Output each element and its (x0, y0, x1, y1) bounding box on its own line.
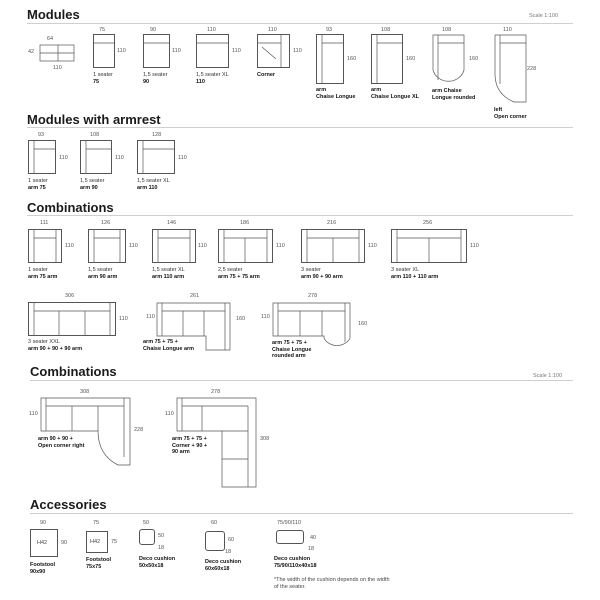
dim-depth: 228 (527, 66, 537, 72)
section-title-modules: Modules (27, 7, 80, 22)
combo-3-seater-xl (391, 229, 467, 263)
seat-lines (197, 35, 228, 67)
dim-width: 110 (268, 27, 277, 33)
module-caption: 1,5 seater XL arm 110 (137, 178, 170, 191)
footnote: *The width of the cushion depends on the width of the seater. (274, 577, 390, 590)
combo-3-seater (301, 229, 365, 263)
combo-caption: 3 seater XL arm 110 + 110 arm (391, 267, 439, 280)
section-title-modules-armrest: Modules with armrest (27, 112, 161, 127)
combo-caption: 3 seater arm 90 + 90 arm (301, 267, 343, 280)
dim-width: 93 (38, 132, 45, 138)
seat-lines (317, 35, 343, 83)
dim-depth: 40 (310, 535, 317, 541)
deco-cushion-50 (139, 529, 155, 545)
module-small-drawing (38, 43, 78, 65)
dim-depth: 110 (146, 314, 155, 320)
dim-depth: 110 (261, 314, 270, 320)
combo-caption: 1,5 seater arm 90 arm (88, 267, 118, 280)
seat-lines (144, 35, 169, 67)
dim-depth: 160 (347, 56, 357, 62)
seat-lines (258, 35, 289, 67)
combo-caption: arm 75 + 75 + Chaise Longue rounded arm (272, 340, 312, 359)
module-caption: 1 seater 75 (93, 72, 113, 85)
dim-depth: 110 (29, 411, 38, 417)
dim-depth: 110 (129, 243, 138, 249)
dim-depth: 160 (469, 56, 479, 62)
module-1-5-seater-xl (196, 34, 229, 68)
divider (27, 215, 573, 216)
combo-caption: 3 seater XXL arm 90 + 90 + 90 arm (28, 339, 83, 352)
module-chaise-rounded (432, 34, 466, 86)
combo-caption: arm 75 + 75 + Chaise Longue arm (143, 339, 195, 352)
module-corner (257, 34, 290, 68)
module-caption: left Open corner (494, 107, 527, 120)
footstool-90 (30, 529, 58, 557)
dim-width: 108 (442, 27, 452, 33)
dim-depth: 110 (276, 243, 285, 249)
dim-width: 90 (40, 520, 47, 526)
dim-depth: 110 (165, 411, 174, 417)
divider (27, 23, 573, 24)
accessory-caption: Footstool 90x90 (30, 562, 56, 575)
combo-1-5-seater (88, 229, 126, 263)
deco-cushion-long (276, 530, 304, 544)
dim-depth: 110 (172, 48, 181, 54)
combo-caption: 1,5 seater XL arm 110 arm (152, 267, 185, 280)
combo-1-seater (28, 229, 62, 263)
seat-lines (372, 35, 402, 83)
module-1-seater (93, 34, 115, 68)
dim-depth: 90 (61, 540, 68, 546)
combo-caption: 2,5 seater arm 75 + 75 arm (218, 267, 260, 280)
seat-lines (94, 35, 114, 67)
dim-width: 93 (326, 27, 333, 33)
dim-depth: 110 (178, 155, 187, 161)
module-caption: 1,5 seater XL 110 (196, 72, 229, 85)
footstool-75 (86, 531, 108, 553)
dim-height: 18 (158, 545, 165, 551)
dim-width: 108 (381, 27, 391, 33)
dim-width: 90 (150, 27, 157, 33)
divider (30, 380, 573, 381)
seat-lines (29, 141, 55, 173)
module-chaise-longue (316, 34, 344, 84)
dim-depth: 110 (59, 155, 68, 161)
dim-depth: 228 (134, 427, 144, 433)
dim-depth: 110 (368, 243, 377, 249)
dim-width: 216 (327, 220, 337, 226)
dim-width: 75 (99, 27, 106, 33)
dim-width: 256 (423, 220, 433, 226)
dim-width: 278 (308, 293, 318, 299)
module-1-5-seater (143, 34, 170, 68)
dim-depth: 50 (158, 533, 165, 539)
seat-lines (302, 230, 364, 262)
dim-height: 18 (225, 549, 232, 555)
combo-caption: arm 90 + 90 + Open corner right (38, 436, 85, 449)
dim-depth: 308 (260, 436, 270, 442)
module-chaise-longue-xl (371, 34, 403, 84)
accessory-caption: Footstool 75x75 (86, 557, 112, 570)
divider (30, 513, 573, 514)
dim-depth: 110 (198, 243, 207, 249)
module-caption: arm Chaise Longue rounded (432, 88, 476, 101)
dim-width: 75 (93, 520, 100, 526)
module-caption: arm Chaise Longue (316, 87, 356, 100)
dim-depth: 110 (232, 48, 241, 54)
dim-width: 146 (167, 220, 177, 226)
combo-caption: 1 seater arm 75 arm (28, 267, 58, 280)
seat-lines (138, 141, 174, 173)
combo-caption: arm 75 + 75 + Corner + 90 + 90 arm (172, 436, 208, 455)
seat-lines (81, 141, 111, 173)
scale-label: Scale 1:100 (529, 13, 559, 19)
section-title-combinations-2: Combinations (30, 364, 117, 379)
seat-lines (29, 303, 115, 335)
module-caption: 1 seater arm 75 (28, 178, 48, 191)
dim-width: 111 (40, 220, 49, 226)
module-caption: 1,5 seater arm 90 (80, 178, 105, 191)
section-title-accessories: Accessories (30, 497, 107, 512)
dim-width: 306 (65, 293, 75, 299)
dim-width: 308 (80, 389, 90, 395)
combo-open-corner-right (40, 397, 132, 467)
combo-1-5-seater-xl (152, 229, 196, 263)
dim-depth: 110 (115, 155, 124, 161)
combo-2-5-seater (218, 229, 273, 263)
seat-lines (89, 230, 125, 262)
seat-lines (29, 230, 61, 262)
accessory-caption: Deco cushion 75/90/110x40x18 (274, 556, 317, 569)
divider (27, 127, 573, 128)
seat-lines (219, 230, 272, 262)
dim-depth: 42 (28, 49, 35, 55)
dim-depth: 160 (406, 56, 416, 62)
dim-width: 110 (503, 27, 512, 33)
dim-depth: 75 (111, 539, 118, 545)
dim-width: 50 (143, 520, 150, 526)
dim-depth: 110 (119, 316, 128, 322)
dim-width: 75/90/110 (277, 520, 302, 526)
armrest-module-75 (28, 140, 56, 174)
dim-width: 126 (101, 220, 111, 226)
dim-depth: 110 (65, 243, 74, 249)
seat-lines (392, 230, 466, 262)
dim-width: 110 (207, 27, 216, 33)
module-caption: 1,5 seater 90 (143, 72, 168, 85)
armrest-module-90 (80, 140, 112, 174)
dim-width: 64 (47, 36, 54, 42)
module-open-corner (494, 34, 528, 104)
combo-3-seater-xxl (28, 302, 116, 336)
dim-width: 278 (211, 389, 221, 395)
dim-depth: 110 (470, 243, 479, 249)
dim-depth: 160 (236, 316, 246, 322)
dim-depth: 60 (228, 537, 235, 543)
accessory-caption: Deco cushion 60x60x18 (205, 559, 242, 572)
deco-cushion-60 (205, 531, 225, 551)
dim-width: 128 (152, 132, 162, 138)
dim-depth: 110 (117, 48, 126, 54)
dim-width: 261 (190, 293, 200, 299)
dim-depth: 160 (358, 321, 368, 327)
seat-lines (153, 230, 195, 262)
module-caption: arm Chaise Longue XL (371, 87, 419, 100)
dim-base: 110 (53, 65, 62, 71)
height-label: H42 (37, 540, 48, 546)
module-caption: Corner (257, 72, 276, 78)
dim-width: 108 (90, 132, 100, 138)
dim-width: 186 (240, 220, 250, 226)
accessory-caption: Deco cushion 50x50x18 (139, 556, 176, 569)
scale-label: Scale 1:100 (533, 373, 563, 379)
dim-depth: 110 (293, 48, 302, 54)
armrest-module-110 (137, 140, 175, 174)
dim-height: 18 (308, 546, 315, 552)
height-label: H42 (90, 539, 101, 545)
section-title-combinations: Combinations (27, 200, 114, 215)
dim-width: 60 (211, 520, 218, 526)
